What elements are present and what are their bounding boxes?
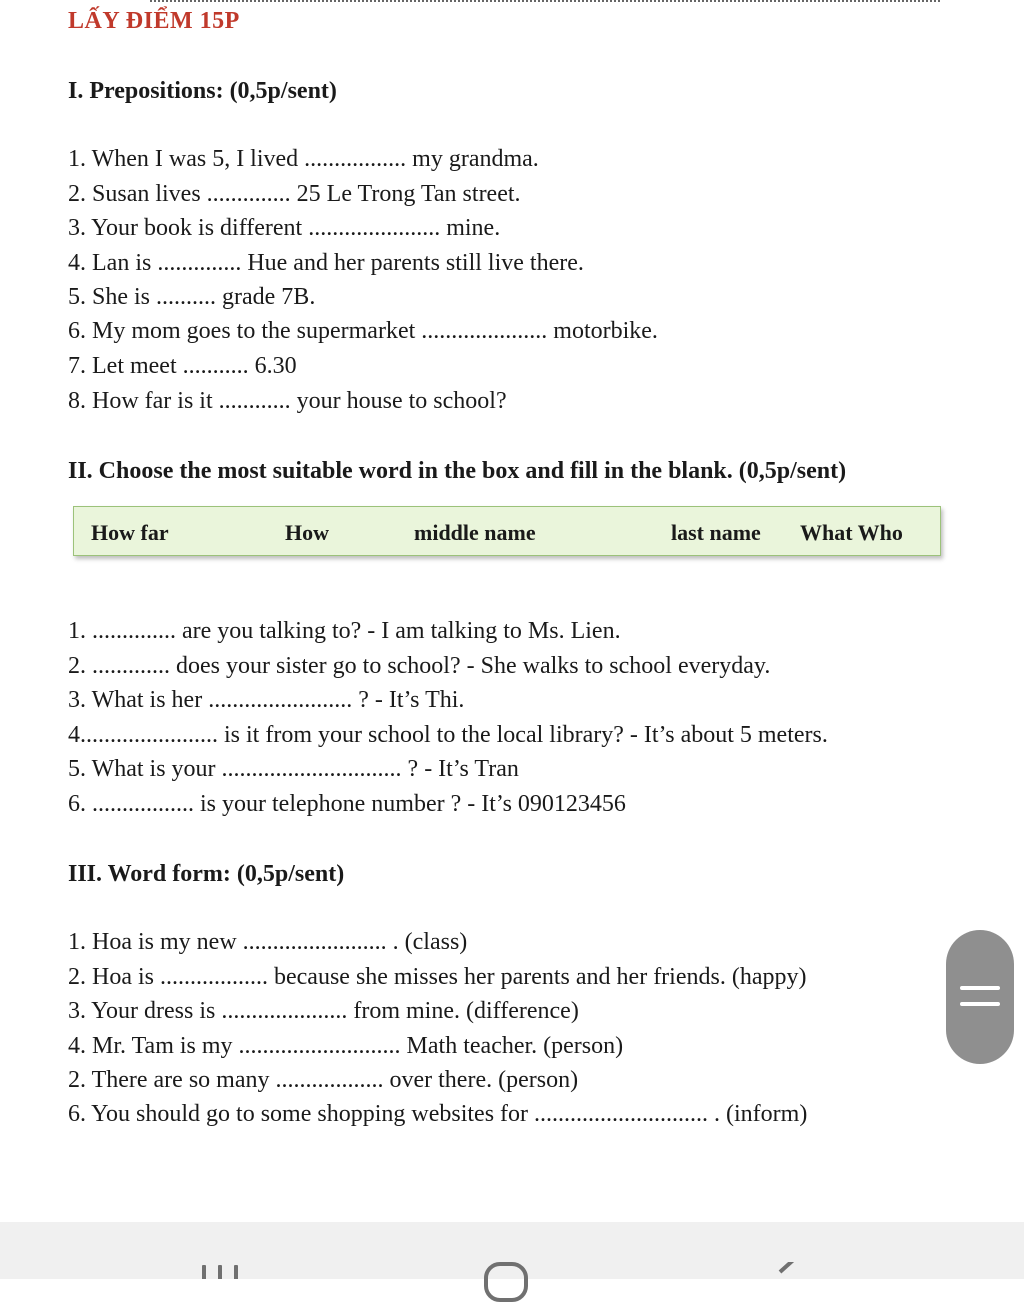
section-2-item: 4....................... is it from your school to the local library? - It’s about 5 meters. bbox=[68, 722, 828, 748]
section-3-item: 4. Mr. Tam is my ........................... Math teacher. (person) bbox=[68, 1033, 624, 1059]
section-3-item: 2. Hoa is .................. because she misses her parents and her friends. (happy) bbox=[68, 964, 807, 990]
section-1-item: 1. When I was 5, I lived ................. my grandma. bbox=[68, 146, 539, 172]
word-box bbox=[73, 506, 941, 556]
scroll-grip-line bbox=[960, 986, 1000, 990]
section-3-item: 3. Your dress is ..................... from mine. (difference) bbox=[68, 998, 579, 1024]
section-2-heading: II. Choose the most suitable word in the box and fill in the blank. (0,5p/sent) bbox=[68, 458, 847, 484]
word-box-item: How bbox=[285, 520, 329, 545]
section-2-item: 2. ............. does your sister go to school? - She walks to school everyday. bbox=[68, 653, 771, 679]
home-icon[interactable] bbox=[484, 1262, 528, 1302]
section-1-item: 3. Your book is different ...................... mine. bbox=[68, 215, 501, 241]
word-box-item: last name bbox=[671, 520, 761, 545]
section-3-item: 6. You should go to some shopping websites for ............................. . (inform) bbox=[68, 1101, 808, 1127]
section-2-item: 6. ................. is your telephone number ? - It’s 090123456 bbox=[68, 791, 626, 817]
section-3-item: 1. Hoa is my new ........................ . (class) bbox=[68, 929, 468, 955]
section-1-item: 2. Susan lives .............. 25 Le Trong Tan street. bbox=[68, 181, 521, 207]
section-1-item: 4. Lan is .............. Hue and her parents still live there. bbox=[68, 250, 584, 276]
section-1-item: 8. How far is it ............ your house to school? bbox=[68, 388, 507, 414]
section-3-heading: III. Word form: (0,5p/sent) bbox=[68, 861, 345, 887]
word-box-item: middle name bbox=[414, 520, 536, 545]
page-header: LẤY ĐIỂM 15P bbox=[68, 8, 240, 34]
section-2-item: 3. What is her ........................ ? - It’s Thi. bbox=[68, 687, 465, 713]
section-3-item: 2. There are so many .................. over there. (person) bbox=[68, 1067, 579, 1093]
word-box-item: What Who bbox=[800, 520, 903, 545]
section-2-item: 5. What is your .............................. ? - It’s Tran bbox=[68, 756, 519, 782]
section-2-item: 1. .............. are you talking to? - I am talking to Ms. Lien. bbox=[68, 618, 621, 644]
word-box-item: How far bbox=[91, 520, 169, 545]
scroll-grip-line bbox=[960, 1002, 1000, 1006]
section-1-heading: I. Prepositions: (0,5p/sent) bbox=[68, 78, 337, 104]
fast-scroll-handle[interactable] bbox=[946, 930, 1014, 1064]
recent-apps-icon[interactable] bbox=[200, 1265, 244, 1279]
section-1-item: 5. She is .......... grade 7B. bbox=[68, 284, 316, 310]
cropped-previous-line bbox=[150, 0, 940, 6]
section-1-item: 7. Let meet ........... 6.30 bbox=[68, 353, 297, 379]
system-navigation-bar bbox=[0, 1222, 1024, 1279]
section-1-item: 6. My mom goes to the supermarket ..................... motorbike. bbox=[68, 318, 658, 344]
back-icon[interactable] bbox=[778, 1262, 808, 1292]
